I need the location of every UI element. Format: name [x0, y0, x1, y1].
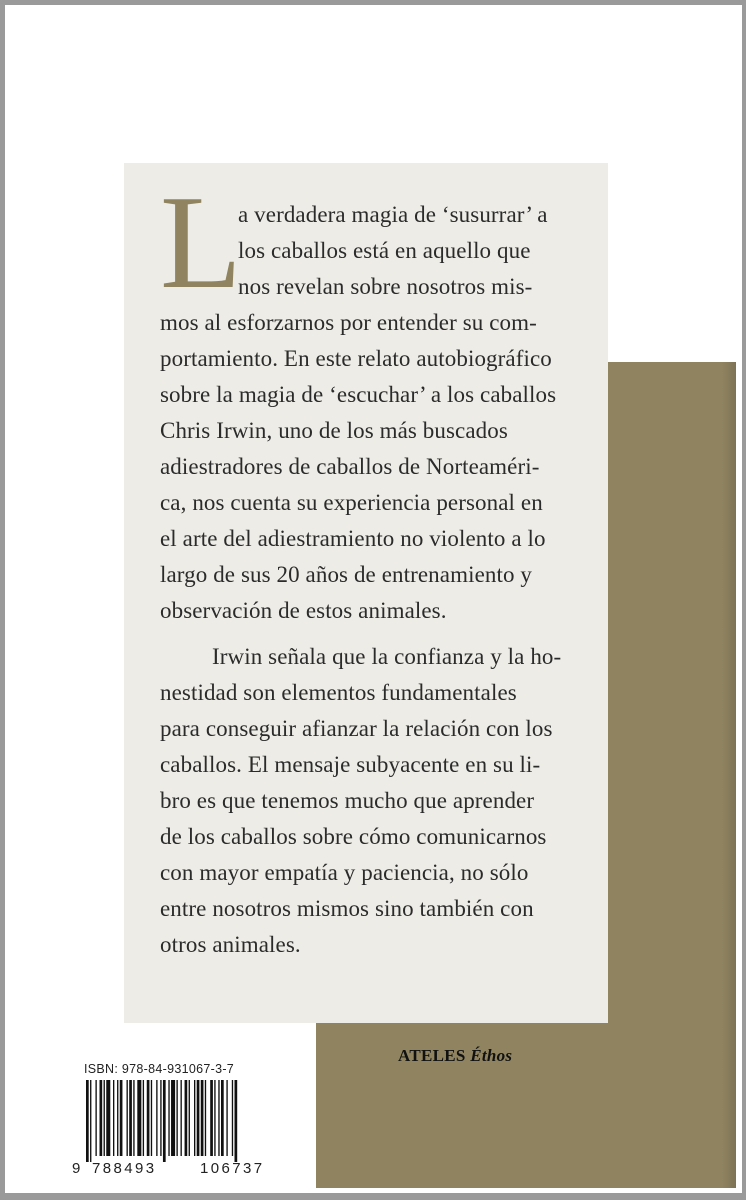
barcode-bar	[160, 1080, 161, 1156]
barcode-bar	[147, 1080, 150, 1156]
blurb-line: a verdadera magia de ‘susurrar’ a	[238, 202, 548, 227]
barcode-bar	[100, 1080, 103, 1156]
isbn-barcode	[84, 1080, 316, 1162]
drop-cap: L	[160, 168, 242, 316]
blurb-line: entre nosotros mismos sino también con	[160, 896, 534, 921]
blurb-line: de los caballos sobre cómo comunicarnos	[160, 824, 547, 849]
blurb-line: para conseguir afianzar la relación con los	[160, 716, 553, 741]
barcode-bar	[156, 1080, 157, 1156]
blurb-line: el arte del adiestramiento no violento a lo	[160, 526, 546, 551]
barcode-digits-group1: 788493	[92, 1160, 157, 1177]
blurb-line: otros animales.	[160, 932, 301, 957]
barcode-bar	[235, 1080, 238, 1162]
barcode-bar	[95, 1080, 96, 1156]
barcode-bar	[143, 1080, 144, 1156]
barcode-bar	[113, 1080, 114, 1156]
blurb-line: largo de sus 20 años de entrenamiento y	[160, 562, 533, 587]
barcode-bar	[129, 1080, 132, 1156]
blurb-line: con mayor empatía y paciencia, no sólo	[160, 860, 529, 885]
barcode-bar	[171, 1080, 175, 1156]
barcode-bar	[205, 1080, 206, 1156]
barcode-bar	[104, 1080, 105, 1156]
barcode-bar	[181, 1080, 182, 1156]
publisher-name: ATELES	[398, 1046, 466, 1065]
barcode-bar	[218, 1080, 219, 1156]
barcode-bar	[221, 1080, 224, 1156]
barcode-bar	[151, 1080, 152, 1156]
barcode-bar	[106, 1080, 110, 1156]
barcode-bar	[127, 1080, 128, 1156]
barcode-bar	[194, 1080, 195, 1156]
barcode-bar	[214, 1080, 215, 1156]
barcode-bar	[168, 1080, 169, 1156]
barcode-bar	[90, 1080, 91, 1162]
barcode-bar	[232, 1080, 233, 1156]
blurb-line: bro es que tenemos mucho que aprender	[160, 788, 535, 813]
barcode-bar	[120, 1080, 123, 1156]
blurb-line: mos al esforzarnos por entender su com-	[160, 310, 537, 335]
barcode-bar	[86, 1080, 89, 1162]
barcode-bar	[163, 1080, 166, 1162]
barcode-bar	[137, 1080, 141, 1156]
isbn-label: ISBN: 978-84-931067-3-7	[84, 1062, 235, 1076]
barcode-bar	[185, 1080, 188, 1156]
barcode-bar	[226, 1080, 227, 1156]
publisher-imprint	[398, 1046, 512, 1066]
barcode-bar	[197, 1080, 200, 1156]
barcode-bar	[210, 1080, 213, 1156]
barcode-bar	[201, 1080, 204, 1156]
barcode-bar	[189, 1080, 190, 1156]
blurb-line: sobre la magia de ‘escuchar’ a los caballos	[160, 382, 557, 407]
blurb-line: los caballos está en aquello que	[238, 238, 531, 263]
blurb-line: nestidad son elementos fundamentales	[160, 680, 517, 705]
blurb-line: caballos. El mensaje subyacente en su li-	[160, 752, 541, 777]
barcode-bar	[133, 1080, 134, 1156]
barcode-digit-first: 9	[72, 1160, 83, 1177]
blurb-line: portamiento. En este relato autobiográfico	[160, 346, 552, 371]
publisher-series: Éthos	[470, 1046, 513, 1065]
blurb-line: nos revelan sobre nosotros mis-	[238, 274, 533, 299]
blurb-line: adiestradores de caballos de Norteaméri-	[160, 454, 540, 479]
blurb-line: observación de estos animales.	[160, 598, 447, 623]
blurb-line: ca, nos cuenta su experiencia personal en	[160, 490, 543, 515]
barcode-bar	[176, 1080, 177, 1156]
blurb-line: Chris Irwin, uno de los más buscados	[160, 418, 508, 443]
barcode-bar	[117, 1080, 118, 1156]
barcode-digits-group2: 106737	[200, 1160, 265, 1177]
blurb-line: Irwin señala que la confianza y la ho-	[212, 644, 562, 669]
